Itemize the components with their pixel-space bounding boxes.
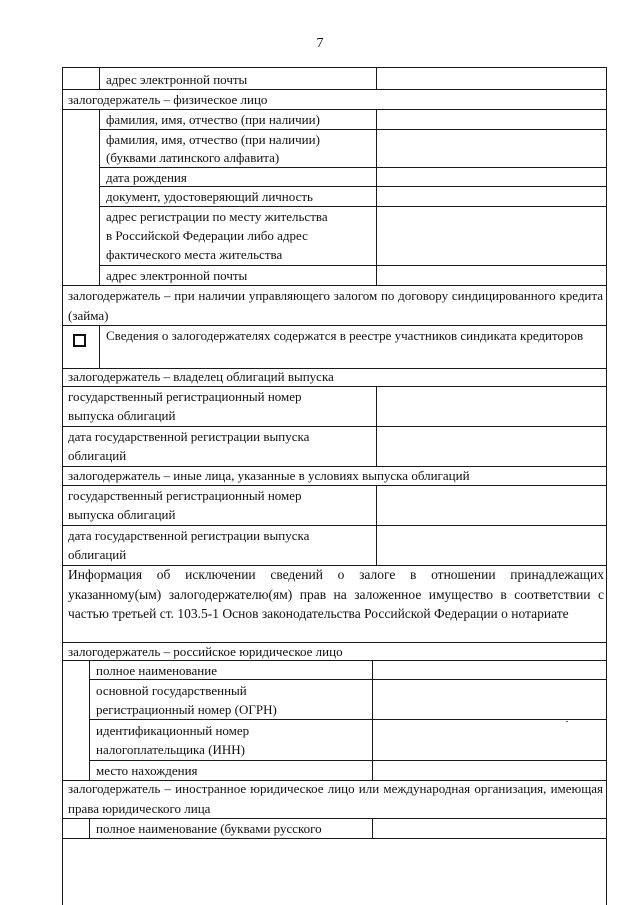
label-email: адрес электронной почты: [106, 72, 248, 87]
scan-mark: [566, 721, 568, 722]
label-bond-reg-number: выпуска облигаций: [68, 507, 176, 522]
value-column-line: [376, 67, 377, 89]
page-number: 7: [316, 36, 324, 51]
label-bond-reg-date: облигаций: [68, 448, 127, 463]
label-bond-reg-number: государственный регистрационный номер: [68, 488, 302, 503]
label-email: адрес электронной почты: [106, 268, 248, 283]
label-ogrn: основной государственный: [96, 683, 247, 698]
indent-line: [89, 818, 90, 838]
label-bond-reg-date: дата государственной регистрации выпуска: [68, 429, 310, 444]
label-fio: фамилия, имя, отчество (при наличии): [106, 112, 320, 127]
label-registration-address: адрес регистрации по месту жительства: [106, 209, 328, 224]
label-location: место нахождения: [96, 763, 198, 778]
value-column-line: [372, 818, 373, 838]
label-registration-address: фактического места жительства: [106, 247, 283, 262]
row-line: [62, 838, 607, 839]
exclusion-info-heading: Информация об исключении сведений о залоге в отношении принадлежащих указанному(ым) залогодержателю(ям) прав на заложенное имущество в соответствии с частью третьей ст. 103.5-1 Основ законодательства Российской Федерации о нотариате: [68, 567, 604, 621]
label-registration-address: в Российской Федерации либо адрес: [106, 228, 308, 243]
label-bond-reg-date: дата государственной регистрации выпуска: [68, 528, 310, 543]
label-bond-reg-date: облигаций: [68, 547, 127, 562]
label-inn: налогоплательщика (ИНН): [96, 742, 246, 757]
syndicate-registry-text: Сведения о залогодержателях содержатся в реестре участников синдиката кредиторов: [106, 328, 584, 343]
syndicate-registry-checkbox[interactable]: [73, 334, 86, 347]
section-heading-foreign-legal: залогодержатель – иностранное юридическое лицо или международная организация, имеющая права юридического лица: [68, 781, 603, 816]
label-ogrn: регистрационный номер (ОГРН): [96, 702, 277, 717]
label-birth-date: дата рождения: [106, 170, 187, 185]
label-full-name-ru: полное наименование (буквами русского: [96, 821, 322, 836]
section-heading-manager: залогодержатель – при наличии управляющего залогом по договору синдицированного кредита (займа): [68, 288, 603, 323]
section-heading-other-bond: залогодержатель – иные лица, указанные в условиях выпуска облигаций: [68, 468, 470, 483]
row-line: [62, 67, 607, 68]
section-heading-individual: залогодержатель – физическое лицо: [68, 92, 268, 107]
indent-line: [99, 109, 100, 285]
value-column-line: [376, 109, 377, 285]
label-fio-latin: (буквами латинского алфавита): [106, 150, 280, 165]
row-line: [89, 719, 607, 720]
section-heading-bond-owner: залогодержатель – владелец облигаций выпуска: [68, 369, 334, 384]
label-full-name: полное наименование: [96, 663, 217, 678]
label-fio-latin: фамилия, имя, отчество (при наличии): [106, 132, 320, 147]
label-identity-document: документ, удостоверяющий личность: [106, 189, 313, 204]
value-column-line: [372, 660, 373, 780]
indent-line: [89, 660, 90, 780]
section-heading-ru-legal: залогодержатель – российское юридическое лицо: [68, 644, 343, 659]
indent-line: [99, 67, 100, 89]
checkbox-column-line: [99, 325, 100, 368]
label-bond-reg-number: государственный регистрационный номер: [68, 389, 302, 404]
label-inn: идентификационный номер: [96, 723, 250, 738]
label-bond-reg-number: выпуска облигаций: [68, 408, 176, 423]
